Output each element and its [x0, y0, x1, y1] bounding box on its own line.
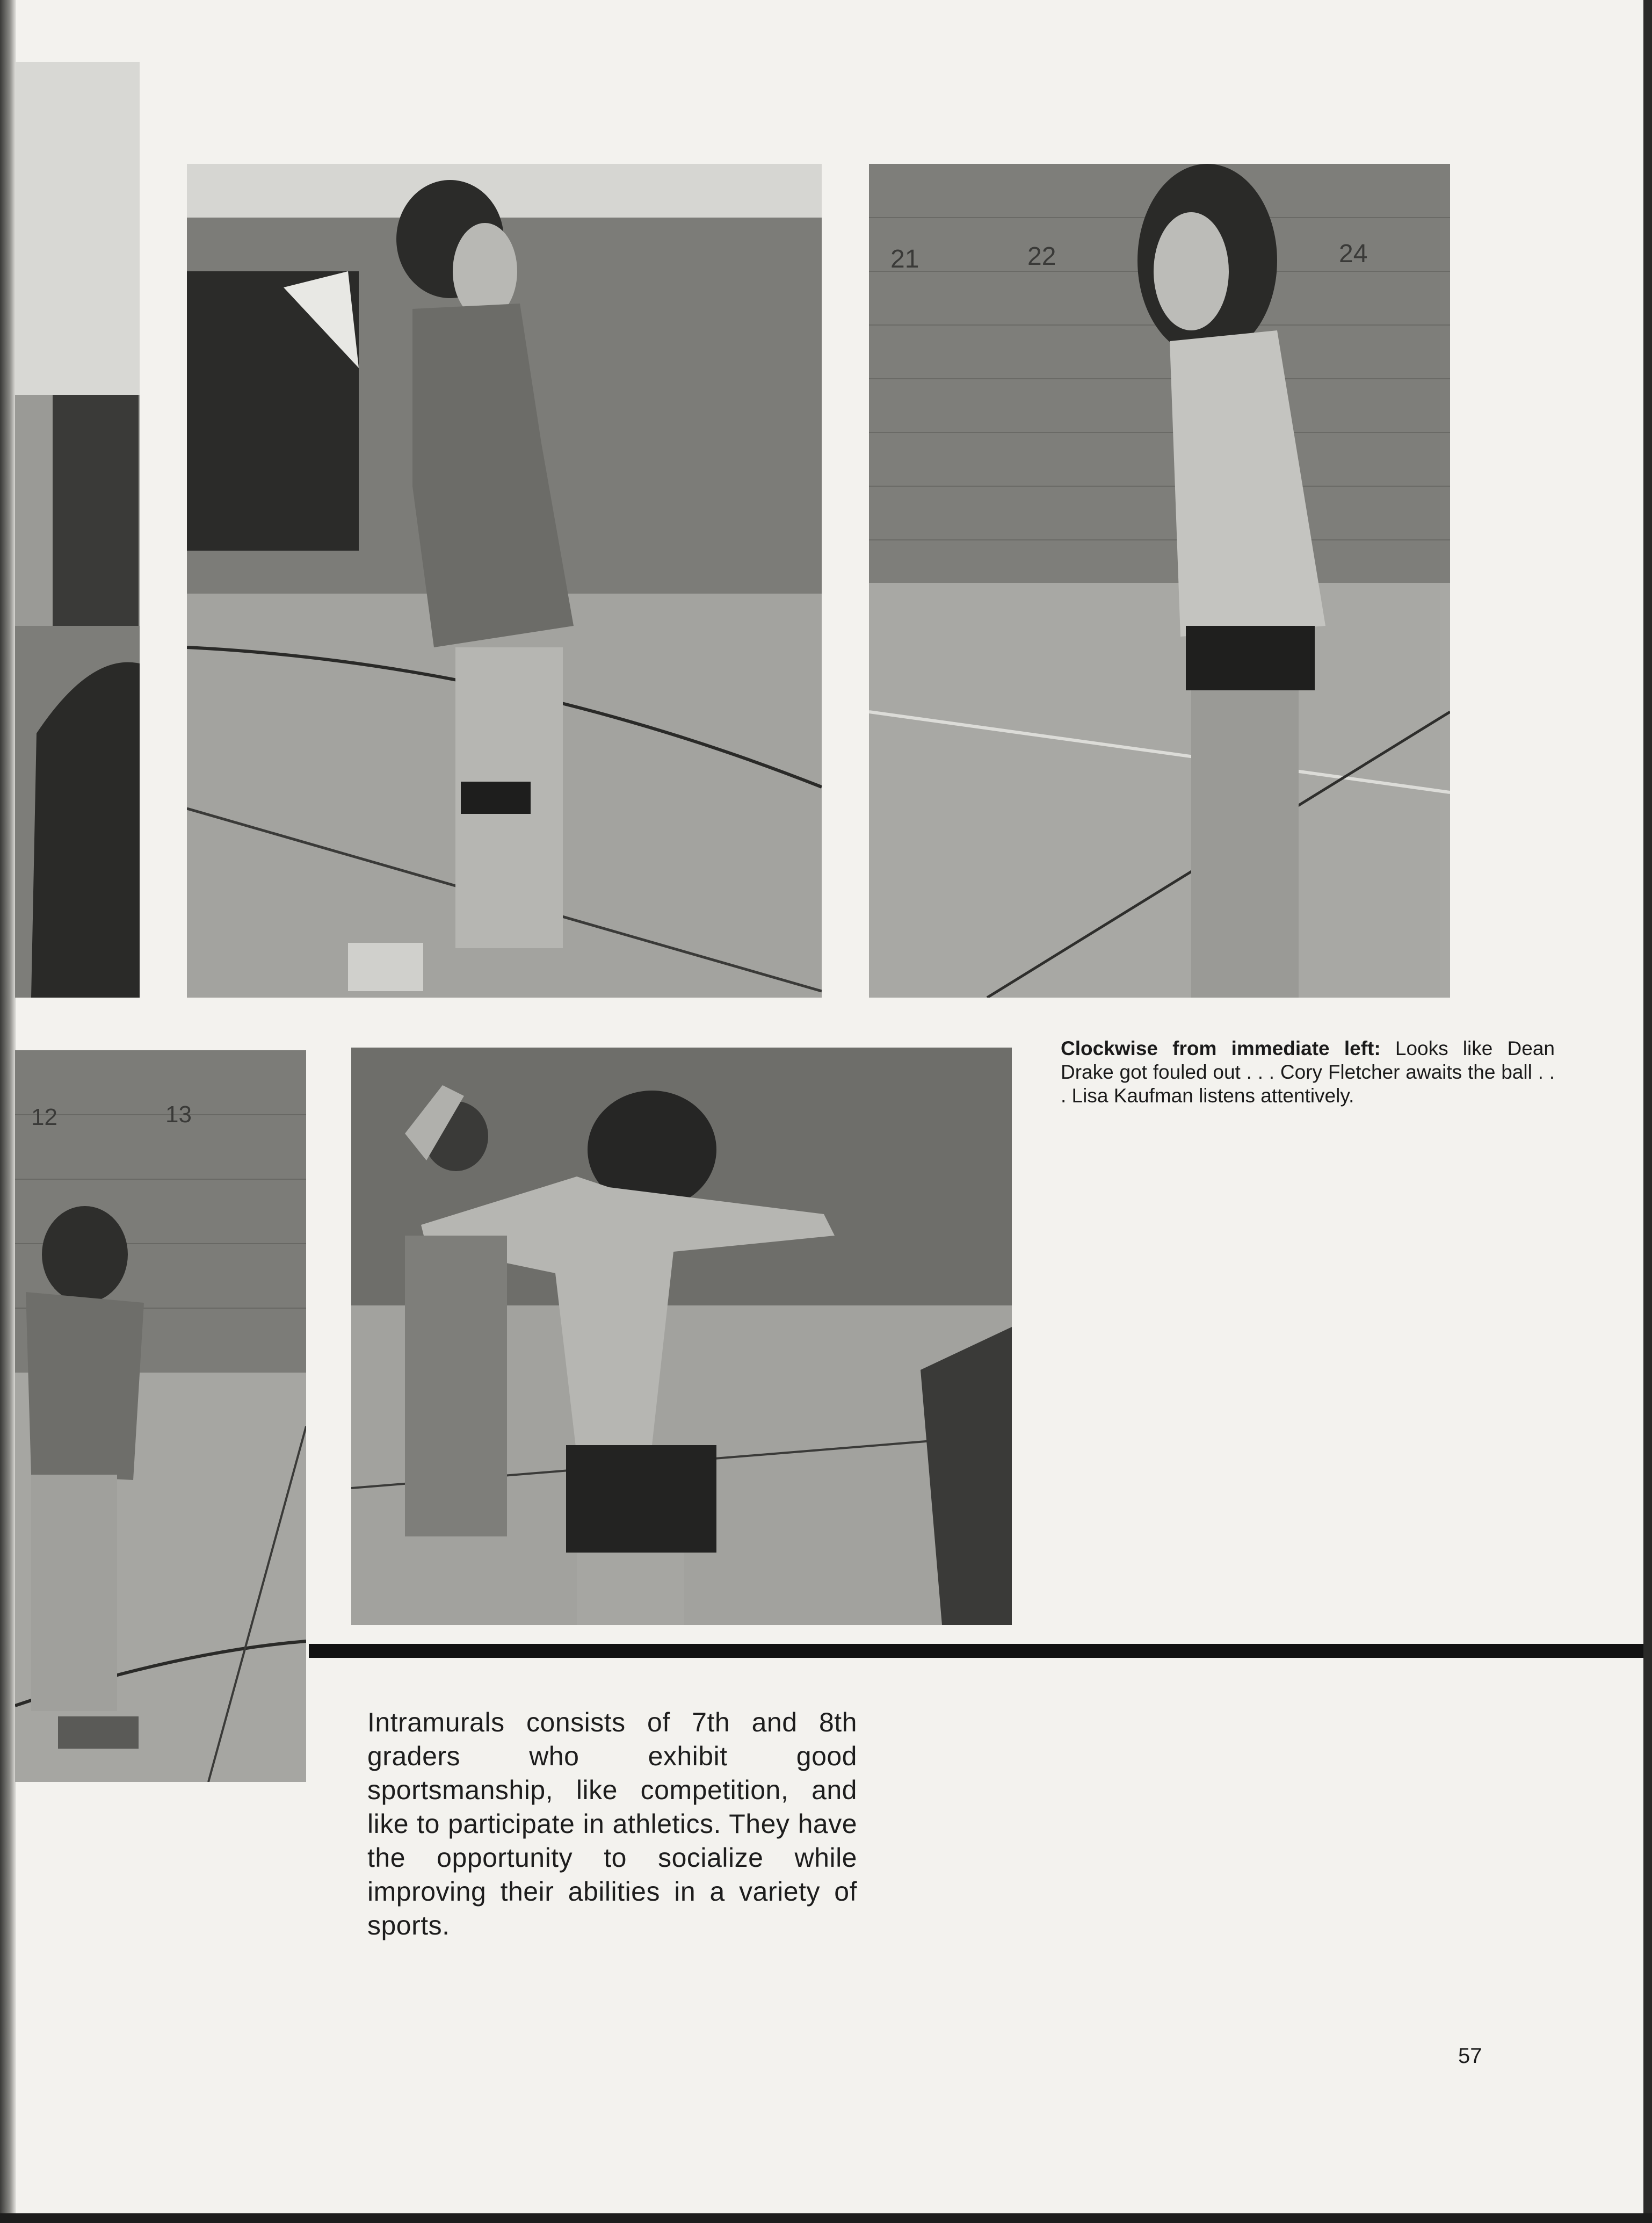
- photo-girl-standing: [869, 164, 1450, 998]
- wall-number-22: 22: [1027, 242, 1056, 271]
- photo-left-partial: [15, 62, 140, 998]
- photo-girl-looking-up: [187, 164, 822, 998]
- wall-number-21: 21: [890, 245, 919, 273]
- caption-text: Looks like Dean Drake got fouled out . . . Cory Fletcher awaits the ball . . . Lisa Kaufman listens attentively.: [1061, 1037, 1555, 1107]
- spine-shadow: [0, 0, 16, 2223]
- wall-number-24: 24: [1339, 240, 1368, 268]
- wall-number-12: 12: [31, 1104, 57, 1130]
- photo-caption: [1061, 1037, 1555, 1108]
- wall-number-13: 13: [165, 1101, 192, 1128]
- page-right-edge: [1643, 0, 1652, 2223]
- body-paragraph: Intramurals consists of 7th and 8th graders who exhibit good sportsmanship, like competition, and like to participate in athletics. They have the opportunity to socialize while improving their abilities in a variety of sports.: [367, 1707, 857, 1940]
- photo-boy-running: [15, 1050, 306, 1782]
- horizontal-rule: [309, 1644, 1643, 1658]
- page-number: 57: [1458, 2044, 1482, 2068]
- photo-boys-gesturing: [351, 1048, 1012, 1625]
- caption-lead: Clockwise from immediate left:: [1061, 1037, 1381, 1059]
- page-bottom-edge: [0, 2213, 1652, 2223]
